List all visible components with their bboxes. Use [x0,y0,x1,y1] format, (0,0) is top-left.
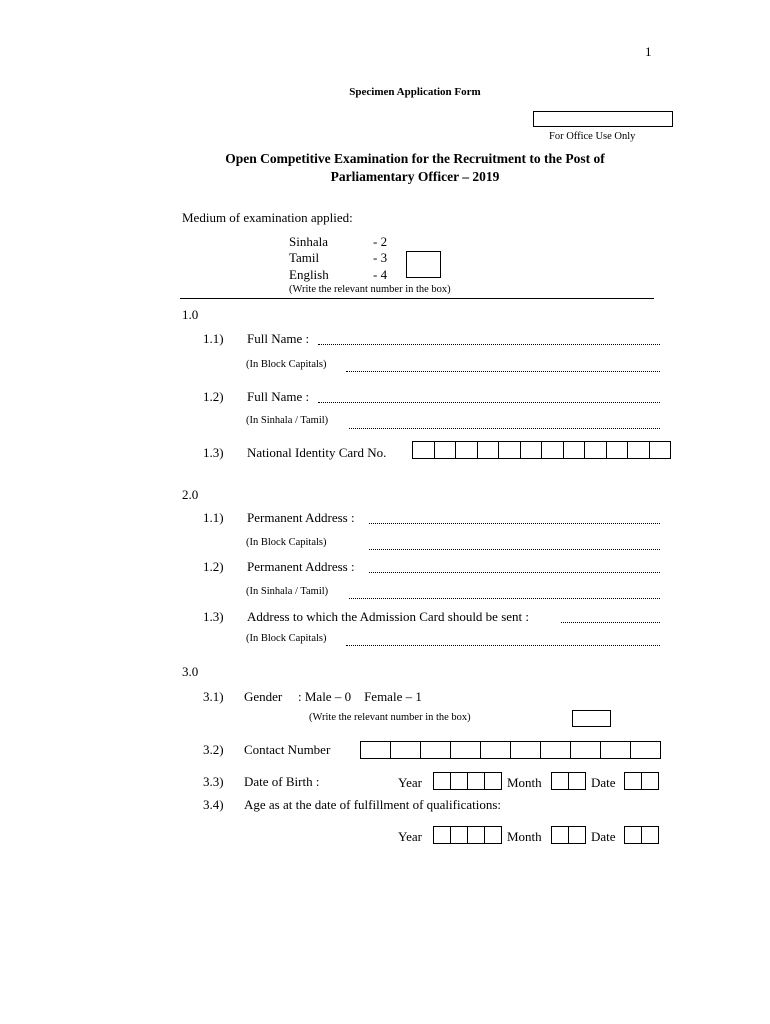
section-2-number: 2.0 [182,487,199,502]
item-3-2-number: 3.2) [203,742,224,757]
full-name-sub-label: (In Block Capitals) [246,359,327,370]
dob-year-label: Year [398,775,422,790]
medium-option-sinhala: Sinhala [289,234,328,249]
full-name-si-label: Full Name : [247,389,310,404]
item-3-1-number: 3.1) [203,689,224,704]
permanent-address-block-capitals-field[interactable] [369,523,660,524]
gender-label: Gender [244,689,283,704]
age-month-label: Month [507,829,542,844]
permanent-address-sinhala-tamil-line2[interactable] [349,598,660,599]
full-name-si-sub-label: (In Sinhala / Tamil) [246,415,329,426]
permanent-address-sub-label: (In Block Capitals) [246,537,327,548]
full-name-block-capitals-line2[interactable] [346,371,660,372]
medium-input-box[interactable] [406,251,441,278]
medium-option-english: English [289,267,329,282]
gender-input-box[interactable] [572,710,611,727]
dob-date-boxes[interactable] [624,772,659,790]
age-year-label: Year [398,829,422,844]
dob-date-label: Date [591,775,616,790]
permanent-address-si-label: Permanent Address : [247,559,355,574]
item-1-2-number: 1.2) [203,389,224,404]
age-label: Age as at the date of fulfillment of qualifications: [244,797,502,812]
page-number: 1 [645,44,652,59]
item-1-1-number: 1.1) [203,331,224,346]
section-1-number: 1.0 [182,307,199,322]
nic-input-boxes[interactable] [412,441,671,459]
medium-option-tamil: Tamil [289,250,320,265]
permanent-address-sinhala-tamil-field[interactable] [369,572,660,573]
admission-address-label: Address to which the Admission Card should be sent : [247,609,530,624]
divider [180,298,654,299]
contact-number-boxes[interactable] [360,741,661,759]
section-3-number: 3.0 [182,664,199,679]
item-2-3-number: 1.3) [203,609,224,624]
office-use-box [533,111,673,127]
full-name-label: Full Name : [247,331,310,346]
full-name-block-capitals-field[interactable] [318,344,660,345]
full-name-sinhala-tamil-field[interactable] [318,402,660,403]
item-2-1-number: 1.1) [203,510,224,525]
gender-options: : Male – 0 Female – 1 [298,689,422,704]
admission-address-field[interactable] [561,622,660,623]
exam-title-line2: Parliamentary Officer – 2019 [330,169,500,184]
exam-title-line1: Open Competitive Examination for the Recruitment to the Post of [225,151,605,166]
dob-label: Date of Birth : [244,774,320,789]
medium-instruction: (Write the relevant number in the box) [289,284,451,295]
age-date-label: Date [591,829,616,844]
permanent-address-block-capitals-line2[interactable] [369,549,660,550]
age-date-boxes[interactable] [624,826,659,844]
medium-code-sinhala: - 2 [373,234,388,249]
contact-number-label: Contact Number [244,742,331,757]
admission-address-line2[interactable] [346,645,660,646]
dob-year-boxes[interactable] [433,772,502,790]
age-month-boxes[interactable] [551,826,586,844]
medium-code-tamil: - 3 [373,250,388,265]
dob-month-boxes[interactable] [551,772,586,790]
item-2-2-number: 1.2) [203,559,224,574]
item-3-3-number: 3.3) [203,774,224,789]
admission-address-sub-label: (In Block Capitals) [246,633,327,644]
medium-code-english: - 4 [373,267,388,282]
gender-instruction: (Write the relevant number in the box) [309,712,471,723]
age-year-boxes[interactable] [433,826,502,844]
permanent-address-label: Permanent Address : [247,510,355,525]
office-use-label: For Office Use Only [549,131,636,142]
dob-month-label: Month [507,775,542,790]
nic-label: National Identity Card No. [247,445,387,460]
permanent-address-si-sub-label: (In Sinhala / Tamil) [246,586,329,597]
item-3-4-number: 3.4) [203,797,224,812]
form-title: Specimen Application Form [349,86,481,98]
item-1-3-number: 1.3) [203,445,224,460]
full-name-sinhala-tamil-line2[interactable] [349,428,660,429]
medium-heading: Medium of examination applied: [182,210,353,225]
